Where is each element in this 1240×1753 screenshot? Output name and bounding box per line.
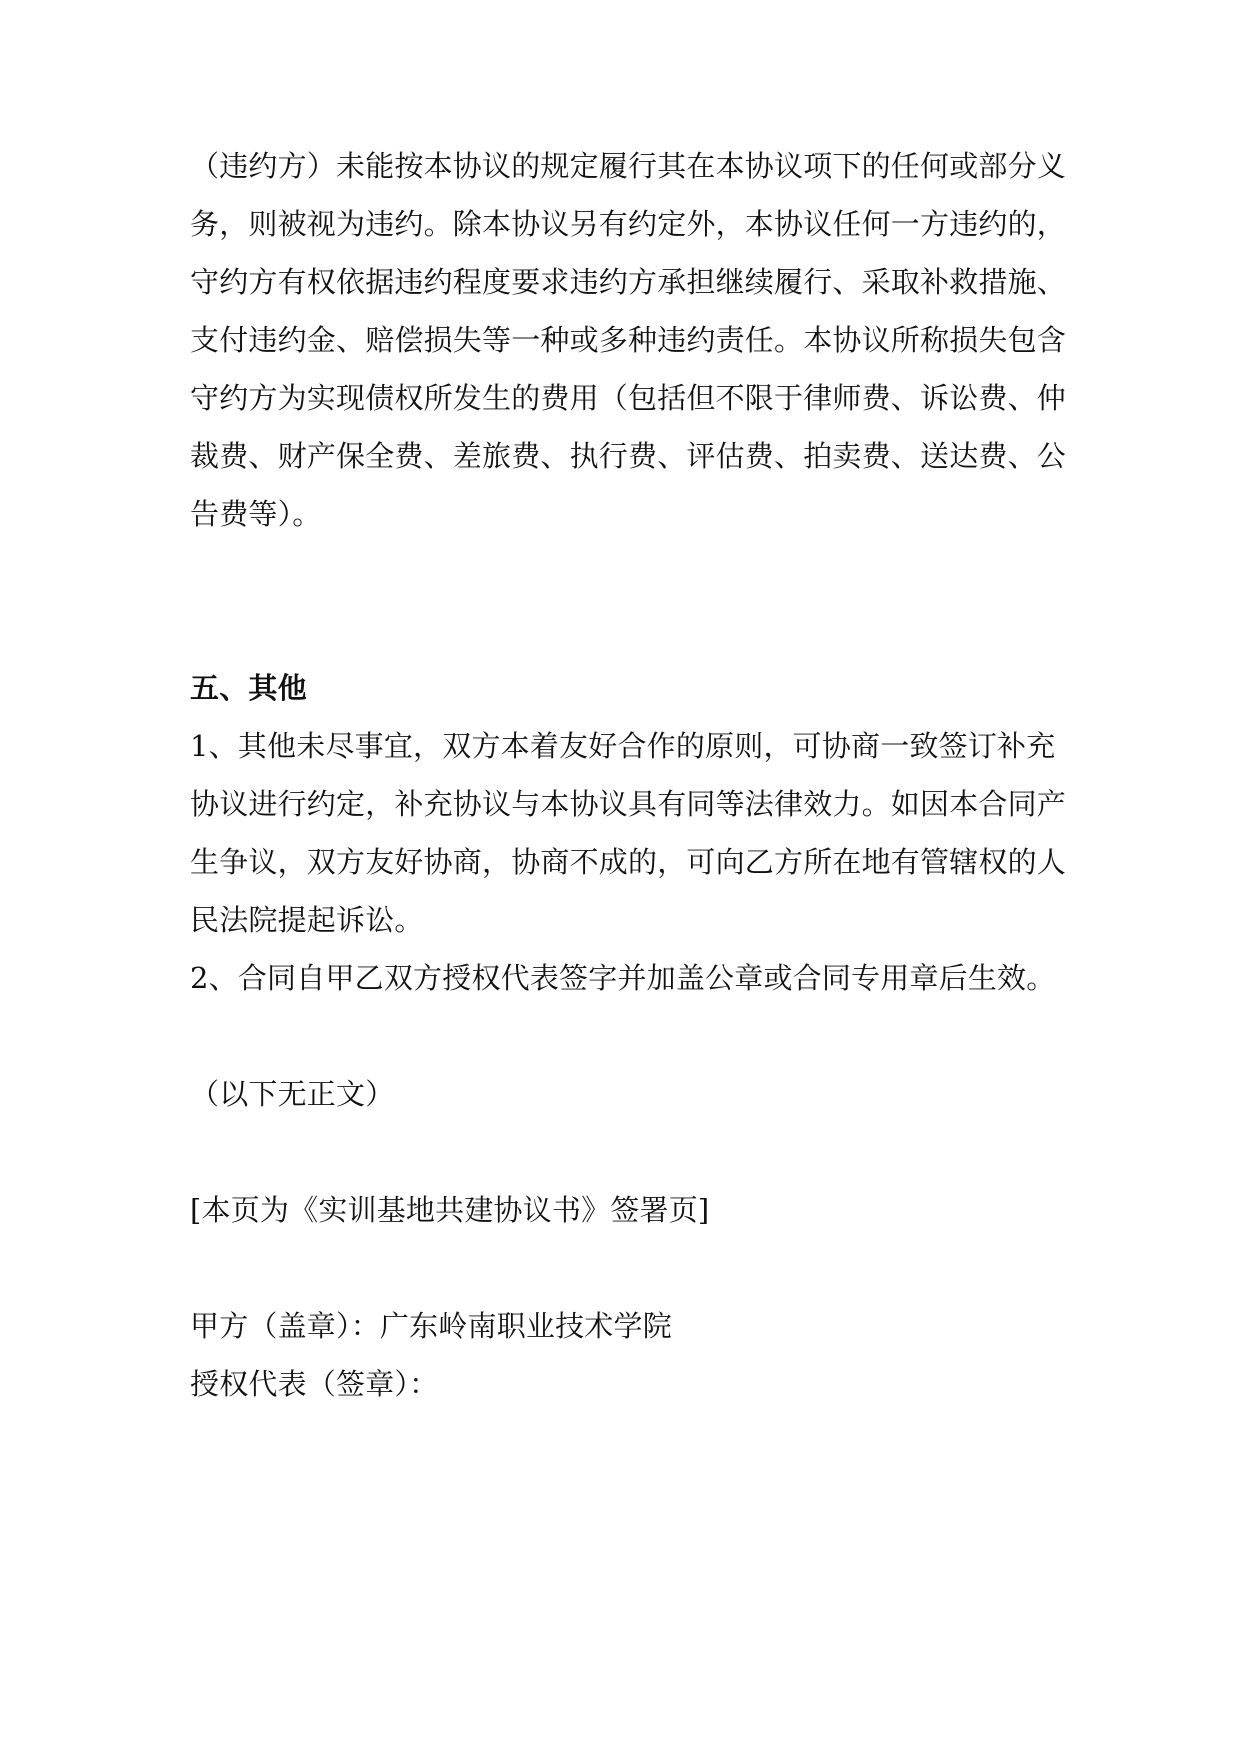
signature-page-note: [本页为《实训基地共建协议书》签署页]: [190, 1193, 710, 1227]
breach-paragraph-line-4: 支付违约金、赔偿损失等一种或多种违约责任。本协议所称损失包含: [190, 323, 1067, 357]
clause-1-line-2: 协议进行约定，补充协议与本协议具有同等法律效力。如因本合同产: [190, 787, 1067, 821]
party-a-seal-line: 甲方（盖章）：广东岭南职业技术学院: [190, 1309, 672, 1343]
clause-1-line-1: 1、其他未尽事宜，双方本着友好合作的原则，可协商一致签订补充: [190, 729, 1056, 763]
breach-paragraph-line-3: 守约方有权依据违约程度要求违约方承担继续履行、采取补救措施、: [190, 265, 1067, 299]
party-a-representative-line: 授权代表（签章）：: [190, 1367, 439, 1401]
breach-paragraph-line-7: 告费等）。: [190, 497, 322, 531]
breach-paragraph-line-2: 务，则被视为违约。除本协议另有约定外，本协议任何一方违约的，: [190, 207, 1067, 241]
clause-1-line-4: 民法院提起诉讼。: [190, 903, 424, 937]
section-heading: 五、其他: [190, 671, 307, 705]
breach-paragraph-line-5: 守约方为实现债权所发生的费用（包括但不限于律师费、诉讼费、仲: [190, 381, 1067, 415]
breach-paragraph-line-6: 裁费、财产保全费、差旅费、执行费、评估费、拍卖费、送达费、公: [190, 439, 1067, 473]
no-text-below-note: （以下无正文）: [190, 1077, 395, 1111]
breach-paragraph-line-1: （违约方）未能按本协议的规定履行其在本协议项下的任何或部分义: [190, 149, 1067, 183]
clause-1-line-3: 生争议，双方友好协商，协商不成的，可向乙方所在地有管辖权的人: [190, 845, 1067, 879]
clause-2: 2、合同自甲乙双方授权代表签字并加盖公章或合同专用章后生效。: [190, 961, 1056, 995]
